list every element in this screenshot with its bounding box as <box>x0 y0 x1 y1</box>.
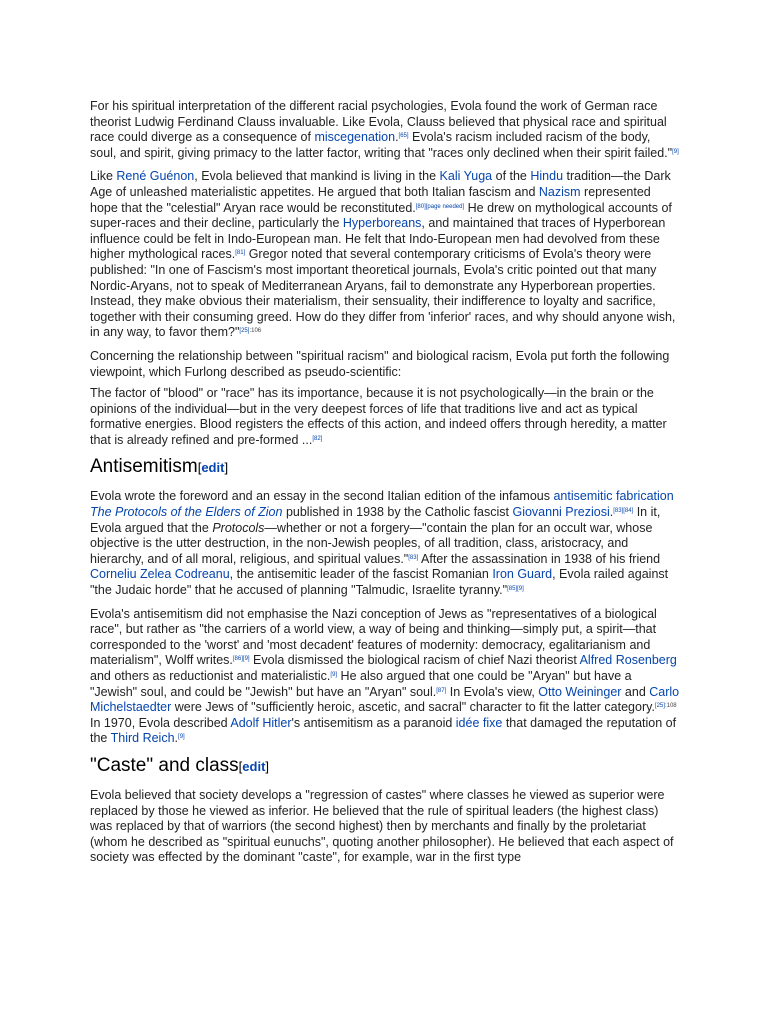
text: He also argued that one could be "Aryan" but have a "Jewish" soul, and could be "Jewish" but have an "Aryan" soul. <box>90 669 632 699</box>
section-heading-caste <box>90 755 680 778</box>
text: represented hope that the "celestial" Aryan race would be reconstituted. <box>90 184 651 215</box>
citation-page: :106 <box>249 328 262 335</box>
citation-ref[interactable]: [80][page needed] <box>415 203 465 210</box>
text: , Evola railed against "the Judaic horde" that he accused of planning "Talmudic, Israelite tyranny." <box>90 567 669 598</box>
section-title: Antisemitism <box>90 456 198 478</box>
link-rene-guenon[interactable]: René Guénon <box>116 169 195 184</box>
article-body <box>90 99 680 874</box>
text: After the assassination in 1938 of his friend <box>418 551 661 566</box>
text: 's antisemitism as a paranoid <box>291 715 456 730</box>
link-miscegenation[interactable]: miscegenation <box>314 130 396 145</box>
link-protocols[interactable]: The Protocols of the Elders of Zion <box>90 505 283 520</box>
text: For his spiritual interpretation of the different racial psychologies, Evola found the work of German race theorist Ludwig Ferdinand Clauss invaluable. Like Evola, Clauss believed that physical race and spiritual race could diverge as a consequence of <box>90 99 667 145</box>
citation-ref[interactable]: [83][84] <box>613 508 634 515</box>
edit-section-link[interactable]: edit <box>201 460 225 476</box>
paragraph-protocols <box>90 489 680 598</box>
link-codreanu[interactable]: Corneliu Zelea Codreanu <box>90 567 230 582</box>
link-alfred-rosenberg[interactable]: Alfred Rosenberg <box>579 653 677 668</box>
text: Concerning the relationship between "spiritual racism" and biological racism, Evola put forth the following viewpoint, which Furlong described as pseudo-scientific: <box>90 348 670 379</box>
text: In Evola's view, <box>446 684 539 699</box>
text: were Jews of "sufficiently heroic, ascetic, and sacral" character to fit the latter category. <box>171 700 655 715</box>
citation-ref[interactable]: [81] <box>235 250 246 257</box>
text: Evola dismissed the biological racism of chief Nazi theorist <box>249 653 580 668</box>
italic-protocols: Protocols <box>212 520 265 535</box>
section-title: "Caste" and class <box>90 754 239 776</box>
edit-bracket: ] <box>224 460 229 476</box>
text: , Evola believed that mankind is living in the <box>194 169 440 184</box>
section-heading-antisemitism <box>90 456 680 479</box>
citation-ref[interactable]: [82] <box>312 435 323 442</box>
text: tradition—the Dark Age of unleashed materialistic appetites. He argued that both Italian fascism and <box>90 169 671 199</box>
citation-ref[interactable]: [9] <box>330 672 338 678</box>
text: In it, Evola argued that the <box>90 505 661 535</box>
link-iron-guard[interactable]: Iron Guard <box>492 567 553 582</box>
text: Evola's antisemitism did not emphasise the Nazi conception of Jews as "representatives of a biological race", but rather as "the carriers of a world view, a way of being and thinking—simply put, a spirit—that corresponded to the 'worst' and 'most decadent' features of modernity: democracy, egalitarianism and materialism", Wolff writes. <box>90 606 657 668</box>
link-antisemitic-fabrication[interactable]: antisemitic fabrication <box>553 489 674 504</box>
text: . <box>395 130 399 145</box>
edit-section-link[interactable]: edit <box>242 758 266 774</box>
citation-ref[interactable]: [83] <box>408 554 419 561</box>
link-nazism[interactable]: Nazism <box>538 184 581 199</box>
text: Like <box>90 169 117 184</box>
link-hindu[interactable]: Hindu <box>530 169 564 184</box>
paragraph-clauss <box>90 99 680 161</box>
citation-ref[interactable]: [9] <box>672 148 679 155</box>
citation-ref[interactable]: [9] <box>178 734 185 741</box>
citation-ref[interactable]: [25] <box>654 703 665 710</box>
text: , and maintained that traces of Hyperborean influence could be felt in Indo-European man. He felt that Indo-European men had devolved from these higher mythological races. <box>90 216 666 262</box>
citation-page: :108 <box>664 703 677 710</box>
link-hyperboreans[interactable]: Hyperboreans <box>342 216 422 231</box>
citation-ref[interactable]: [86][9] <box>232 656 250 663</box>
text: published in 1938 by the Catholic fascist <box>282 505 513 520</box>
text: Evola believed that society develops a "regression of castes" where classes he viewed as superior were replaced by those he viewed as inferior. He believed that the rule of spiritual leaders (the highest class) was replaced by that of warriors (the second highest) then by merchants and finally by the proletariat (whom he described as "spiritual eunuchs", quoting another philosopher). He believed that each aspect of society was effected by the dominant "caste", for example, war in the first type <box>90 787 674 865</box>
link-otto-weininger[interactable]: Otto Weininger <box>538 684 622 699</box>
paragraph-spiritual-racism <box>90 349 680 380</box>
citation-ref[interactable]: [65] <box>398 133 409 140</box>
citation-ref[interactable]: [87] <box>436 687 447 694</box>
link-idee-fixe[interactable]: idée fixe <box>455 715 503 730</box>
link-giovanni-preziosi[interactable]: Giovanni Preziosi <box>512 505 610 520</box>
text: Evola's racism included racism of the body, soul, and spirit, giving primacy to the latter factor, writing that "races only declined when their spirit failed." <box>90 130 673 160</box>
text: He drew on mythological accounts of super-races and their decline, particularly the <box>90 200 672 231</box>
link-carlo-michelstaedter[interactable]: Carlo Michelstaedter <box>90 684 680 715</box>
paragraph-antisemitism-view <box>90 607 680 747</box>
paragraph-regression-of-castes <box>90 788 680 866</box>
edit-bracket: [ <box>238 758 243 774</box>
link-adolf-hitler[interactable]: Adolf Hitler <box>230 715 292 730</box>
text: , the antisemitic leader of the fascist Romanian <box>229 567 493 582</box>
block-quote <box>90 386 680 448</box>
text: Gregor noted that several contemporary criticisms of Evola's theory were published: "In one of Fascism's most important theoretical journals, Evola's critic pointed out that many Nordic-Aryans, not to speak of Mediterranean Aryans, fail to demonstrate any Hyperborean properties. Instead, they make obvious their materialism, their sensuality, their indifference to loyalty and sacrifice, together with their consuming greed. How do they differ from 'inferior' races, and why should anyone wish, in any way, to favor them?" <box>90 247 676 340</box>
quote-text: The factor of "blood" or "race" has its importance, because it is not psychologically—in the brain or the opinions of the individual—but in the very deepest forces of life that traditions live and act as typical formative energies. Blood registers the effects of this action, and indeed offers through heredity, a matter that is already refined and pre-formed ... <box>90 386 667 447</box>
link-third-reich[interactable]: Third Reich <box>110 731 175 746</box>
text: —whether or not a forgery—"contain the plan for an occult war, whose objective is the utter destruction, in the non-Jewish peoples, of all tradition, class, aristocracy, and hierarchy, and of all moral, religious, and spiritual values." <box>90 520 653 566</box>
link-kali-yuga[interactable]: Kali Yuga <box>439 169 493 184</box>
text: . <box>609 505 614 520</box>
text: of the <box>492 169 531 184</box>
paragraph-kali-yuga <box>90 169 680 341</box>
text: In 1970, Evola described <box>90 715 231 730</box>
text: and others as reductionist and materialistic. <box>90 669 331 683</box>
text: that damaged the reputation of the <box>90 715 677 746</box>
edit-bracket: [ <box>197 460 202 476</box>
text: . <box>174 731 179 746</box>
text: Evola wrote the foreword and an essay in the second Italian edition of the infamous <box>90 489 554 504</box>
text: and <box>621 684 650 699</box>
citation-ref[interactable]: [25] <box>239 328 250 335</box>
edit-bracket: ] <box>265 758 270 774</box>
citation-ref[interactable]: [85][9] <box>507 586 524 593</box>
